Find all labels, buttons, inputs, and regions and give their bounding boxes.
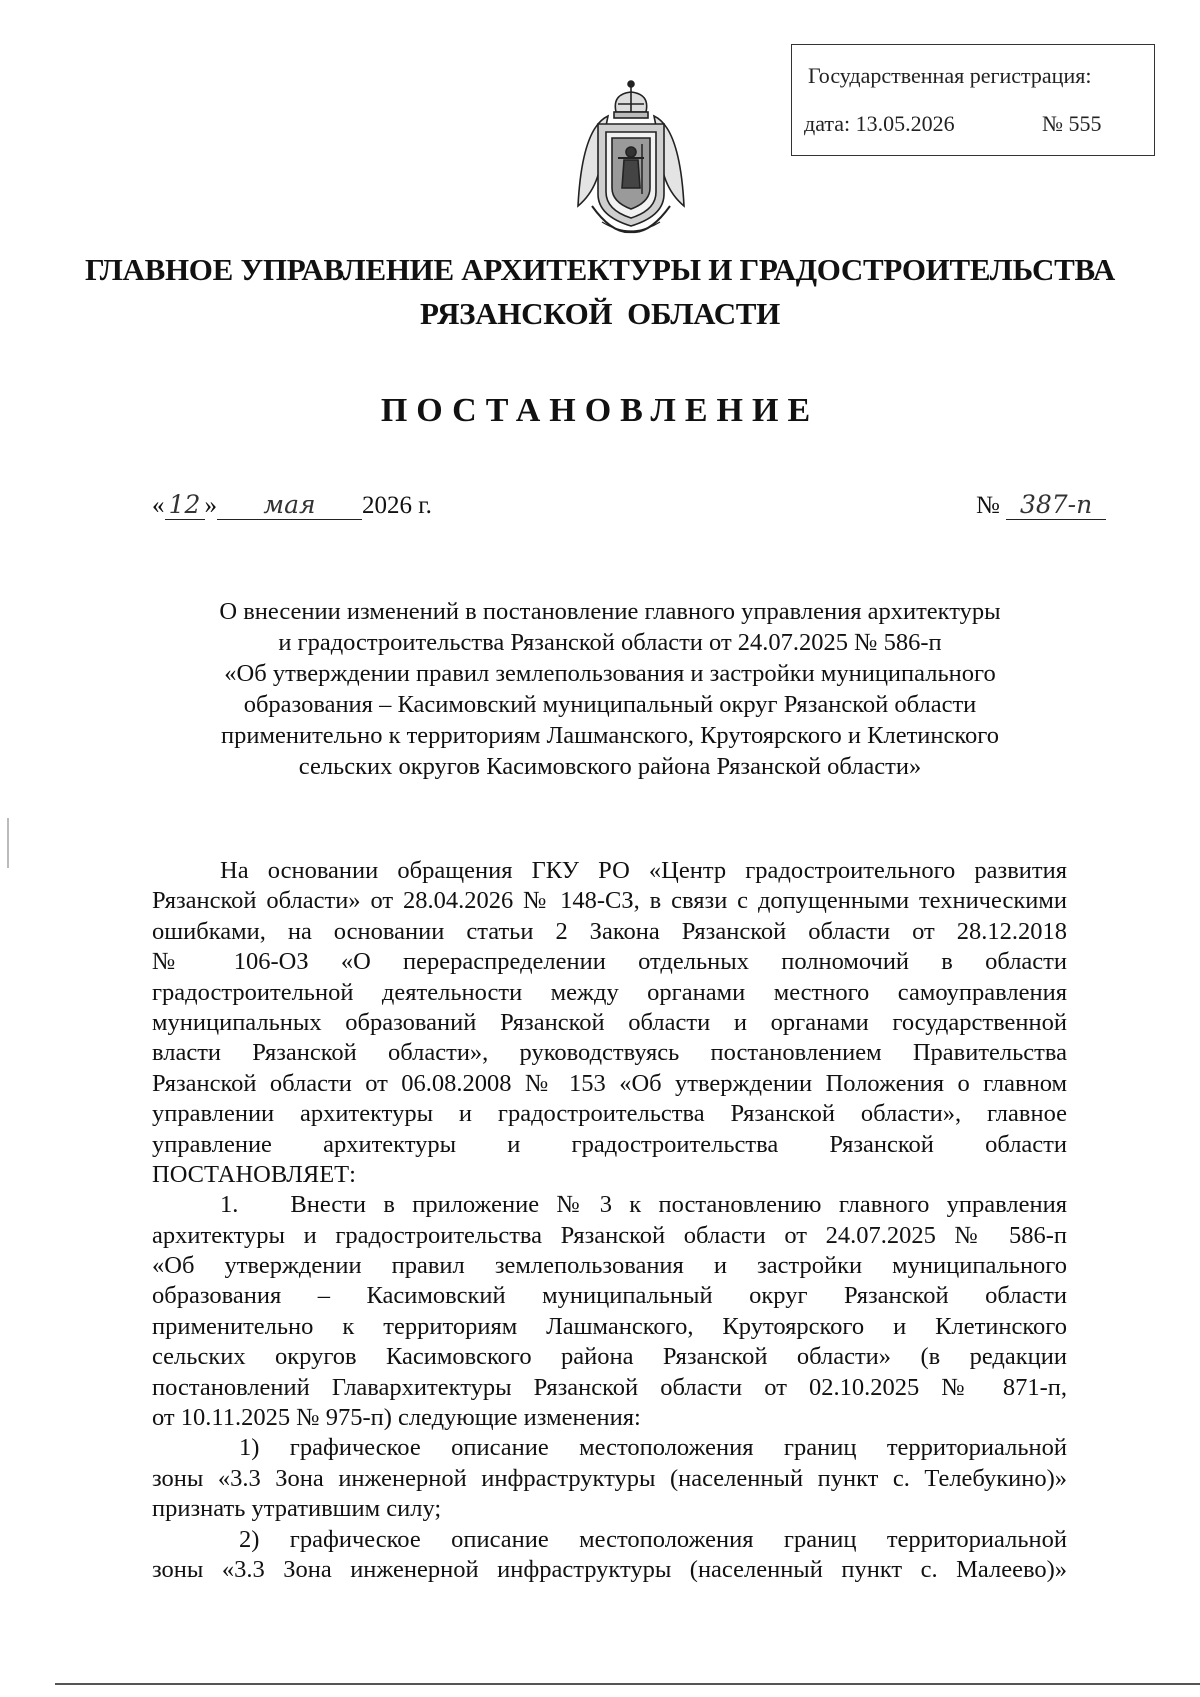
registration-date: дата: 13.05.2026	[804, 111, 955, 136]
preamble-line: Рязанской области» от 28.04.2026 № 148-СЗ, в связи с допущенными техническими	[152, 887, 1067, 915]
preamble-line: муниципальных образований Рязанской области и органами государственной	[152, 1008, 1067, 1036]
preamble-line: управлении архитектуры и градостроительства Рязанской области», главное	[152, 1100, 1067, 1128]
organization-line-2: РЯЗАНСКОЙ ОБЛАСТИ	[419, 296, 781, 331]
resolves-heading: ПОСТАНОВЛЯЕТ:	[152, 1160, 356, 1188]
number-value: 387-п	[1006, 490, 1106, 520]
decree-date	[152, 490, 432, 520]
preamble-line: власти Рязанской области», руководствуясь постановлением Правительства	[152, 1039, 1067, 1067]
subject-line: образования – Касимовский муниципальный округ Рязанской области	[243, 691, 977, 718]
preamble-line: Рязанской области от 06.08.2008 № 153 «Об утверждении Положения о главном	[152, 1069, 1067, 1097]
scan-bottom-rule	[55, 1683, 1200, 1685]
number-prefix: №	[976, 492, 1000, 519]
preamble-line: градостроительной деятельности между органами местного самоуправления	[152, 978, 1067, 1006]
registration-number: № 555	[1042, 111, 1102, 136]
item-1-line: применительно к территориям Лашманского, Крутоярского и Клетинского	[152, 1312, 1067, 1340]
date-year: 2026 г.	[362, 492, 432, 519]
preamble-line: ошибками, на основании статьи 2 Закона Рязанской области от 28.12.2018	[152, 917, 1067, 945]
date-close-quote: »	[204, 492, 217, 519]
preamble-line: управление архитектуры и градостроительства Рязанской области	[152, 1130, 1067, 1158]
subitem-1-line: 1) графическое описание местоположения границ территориальной	[239, 1434, 1067, 1462]
item-1-line: архитектуры и градостроительства Рязанской области от 24.07.2025 № 586-п	[152, 1221, 1067, 1249]
preamble-line: № 106-ОЗ «О перераспределении отдельных полномочий в области	[152, 948, 1067, 976]
preamble-line: На основании обращения ГКУ РО «Центр градостроительного развития	[220, 857, 1067, 884]
date-open-quote: «	[152, 492, 165, 519]
registration-title: Государственная регистрация:	[808, 63, 1092, 88]
item-1-line: от 10.11.2025 № 975-п) следующие изменения:	[152, 1404, 641, 1432]
item-1-line: «Об утверждении правил землепользования и застройки муниципального	[152, 1252, 1067, 1280]
date-month: мая	[217, 490, 362, 520]
item-1-line: сельских округов Касимовского района Рязанской области» (в редакции	[152, 1343, 1067, 1371]
subitem-1-line: признать утратившим силу;	[152, 1495, 442, 1523]
subitem-1-line: зоны «3.3 Зона инженерной инфраструктуры (населенный пункт с. Телебукино)»	[152, 1464, 1067, 1492]
decree-number	[976, 490, 1106, 520]
date-day: 12	[165, 490, 205, 520]
document-type-title: ПОСТАНОВЛЕНИЕ	[380, 392, 820, 429]
organization-line-1: ГЛАВНОЕ УПРАВЛЕНИЕ АРХИТЕКТУРЫ И ГРАДОСТРОИТЕЛЬСТВА	[84, 252, 1115, 287]
decree-body	[152, 856, 1067, 1585]
scan-edge-mark	[7, 818, 9, 868]
subitem-2-line: зоны «3.3 Зона инженерной инфраструктуры (населенный пункт с. Малеево)»	[152, 1555, 1067, 1583]
decree-subject	[150, 596, 1070, 782]
organization-name	[80, 248, 1120, 336]
item-1-line: 1. Внести в приложение № 3 к постановлению главного управления	[220, 1191, 1067, 1219]
subject-line: применительно к территориям Лашманского, Крутоярского и Клетинского	[221, 722, 999, 749]
subitem-2-line: 2) графическое описание местоположения границ территориальной	[239, 1525, 1067, 1553]
subject-line: О внесении изменений в постановление главного управления архитектуры	[219, 598, 1001, 625]
subject-line: и градостроительства Рязанской области от 24.07.2025 № 586-п	[278, 629, 942, 656]
item-1-line: образования – Касимовский муниципальный округ Рязанской области	[152, 1282, 1067, 1310]
item-1-line: постановлений Главархитектуры Рязанской области от 02.10.2025 № 871-п,	[152, 1373, 1067, 1401]
subject-line: сельских округов Касимовского района Рязанской области»	[298, 753, 922, 780]
registration-stamp	[791, 44, 1155, 156]
ryazan-coat-of-arms-icon	[572, 76, 690, 236]
subject-line: «Об утверждении правил землепользования и застройки муниципального	[224, 660, 996, 687]
